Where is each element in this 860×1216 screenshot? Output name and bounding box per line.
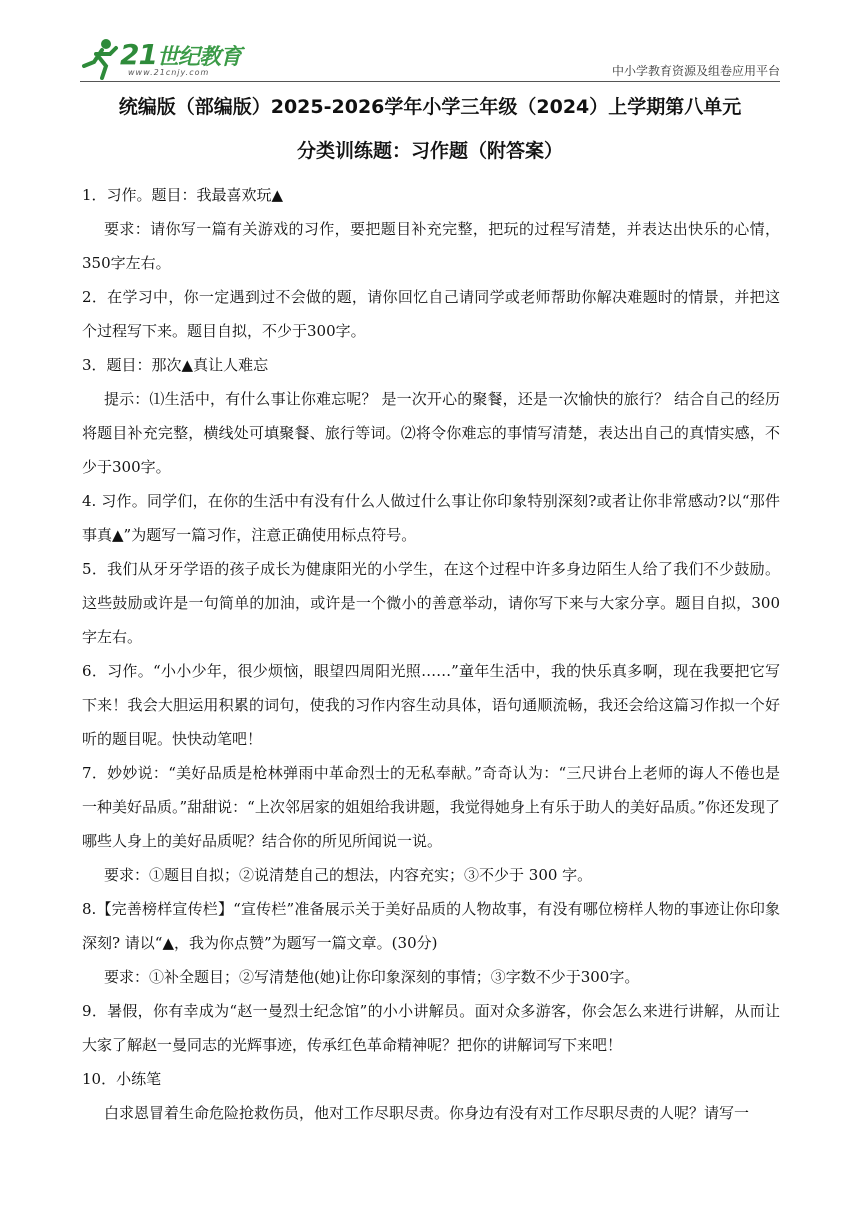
question-paragraph: 要求：请你写一篇有关游戏的习作，要把题目补充完整，把玩的过程写清楚，并表达出快乐的心情，350字左右。 <box>82 220 780 272</box>
platform-label: 中小学教育资源及组卷应用平台 <box>611 64 780 78</box>
question-paragraph: 1．习作。题目：我最喜欢玩▲ <box>82 186 284 204</box>
question-paragraph: 8.【完善榜样宣传栏】“宣传栏”准备展示关于美好品质的人物故事，有没有哪位榜样人物的事迹让你印象深刻? 请以“▲，我为你点赞”为题写一篇文章。(30分) <box>82 900 780 952</box>
runner-icon <box>80 36 124 80</box>
doc-title-line-2: 分类训练题：习作题（附答案） <box>296 140 563 162</box>
question-paragraph: 6．习作。“小小少年，很少烦恼，眼望四周阳光照……”童年生活中，我的快乐真多啊，现在我要把它写下来！我会大胆运用积累的词句，使我的习作内容生动具体，语句通顺流畅，我还会给这篇习作拟一个好听的题目呢。快快动笔吧！ <box>82 662 780 748</box>
question-paragraph: 5．我们从牙牙学语的孩子成长为健康阳光的小学生，在这个过程中许多身边陌生人给了我们不少鼓励。这些鼓励或许是一句简单的加油，或许是一个微小的善意举动，请你写下来与大家分享。题目自拟，300字左右。 <box>82 560 780 646</box>
header-divider <box>80 81 780 82</box>
question-paragraph: 7．妙妙说：“美好品质是枪林弹雨中革命烈士的无私奉献。”奇奇认为：“三尺讲台上老师的诲人不倦也是一种美好品质。”甜甜说：“上次邻居家的姐姐给我讲题，我觉得她身上有乐于助人的美好品质。”你还发现了哪些人身上的美好品质呢？结合你的所见所闻说一说。 <box>82 764 781 850</box>
question-paragraph: 10．小练笔 <box>82 1070 162 1088</box>
question-paragraph: 4. 习作。同学们，在你的生活中有没有什么人做过什么事让你印象特别深刻?或者让你非常感动?以“那件事真▲”为题写一篇习作，注意正确使用标点符号。 <box>82 492 780 544</box>
logo-wordmark <box>120 38 241 71</box>
question-paragraph: 提示：⑴生活中，有什么事让你难忘呢？ 是一次开心的聚餐，还是一次愉快的旅行？ 结合自己的经历将题目补充完整，横线处可填聚餐、旅行等词。⑵将令你难忘的事情写清楚，表达出自己的真情实感，不少于300字。 <box>82 390 780 476</box>
question-paragraph: 9．暑假，你有幸成为“赵一曼烈士纪念馆”的小小讲解员。面对众多游客，你会怎么来进行讲解，从而让大家了解赵一曼同志的光辉事迹，传承红色革命精神呢？把你的讲解词写下来吧！ <box>82 1002 780 1054</box>
question-paragraph: 3．题目：那次▲真让人难忘 <box>82 356 269 374</box>
question-paragraph: 白求恩冒着生命危险抢救伤员，他对工作尽职尽责。你身边有没有对工作尽职尽责的人呢？请写一 <box>104 1104 750 1122</box>
question-paragraph: 2．在学习中，你一定遇到过不会做的题，请你回忆自己请同学或老师帮助你解决难题时的情景，并把这个过程写下来。题目自拟，不少于300字。 <box>82 288 780 340</box>
site-logo[interactable] <box>80 36 250 82</box>
doc-title-line-1: 统编版（部编版）2025-2026学年小学三年级（2024）上学期第八单元 <box>118 96 742 118</box>
logo-url: www.21cnjy.com <box>128 68 210 77</box>
logo-chinese: 世纪教育 <box>156 45 241 70</box>
question-paragraph: 要求：①题目自拟；②说清楚自己的想法，内容充实；③不少于 300 字。 <box>104 866 593 884</box>
page-header <box>80 36 780 82</box>
question-list <box>82 178 780 1130</box>
logo-number: 21 <box>120 38 157 71</box>
question-paragraph: 要求：①补全题目；②写清楚他(她)让你印象深刻的事情；③字数不少于300字。 <box>104 968 640 986</box>
